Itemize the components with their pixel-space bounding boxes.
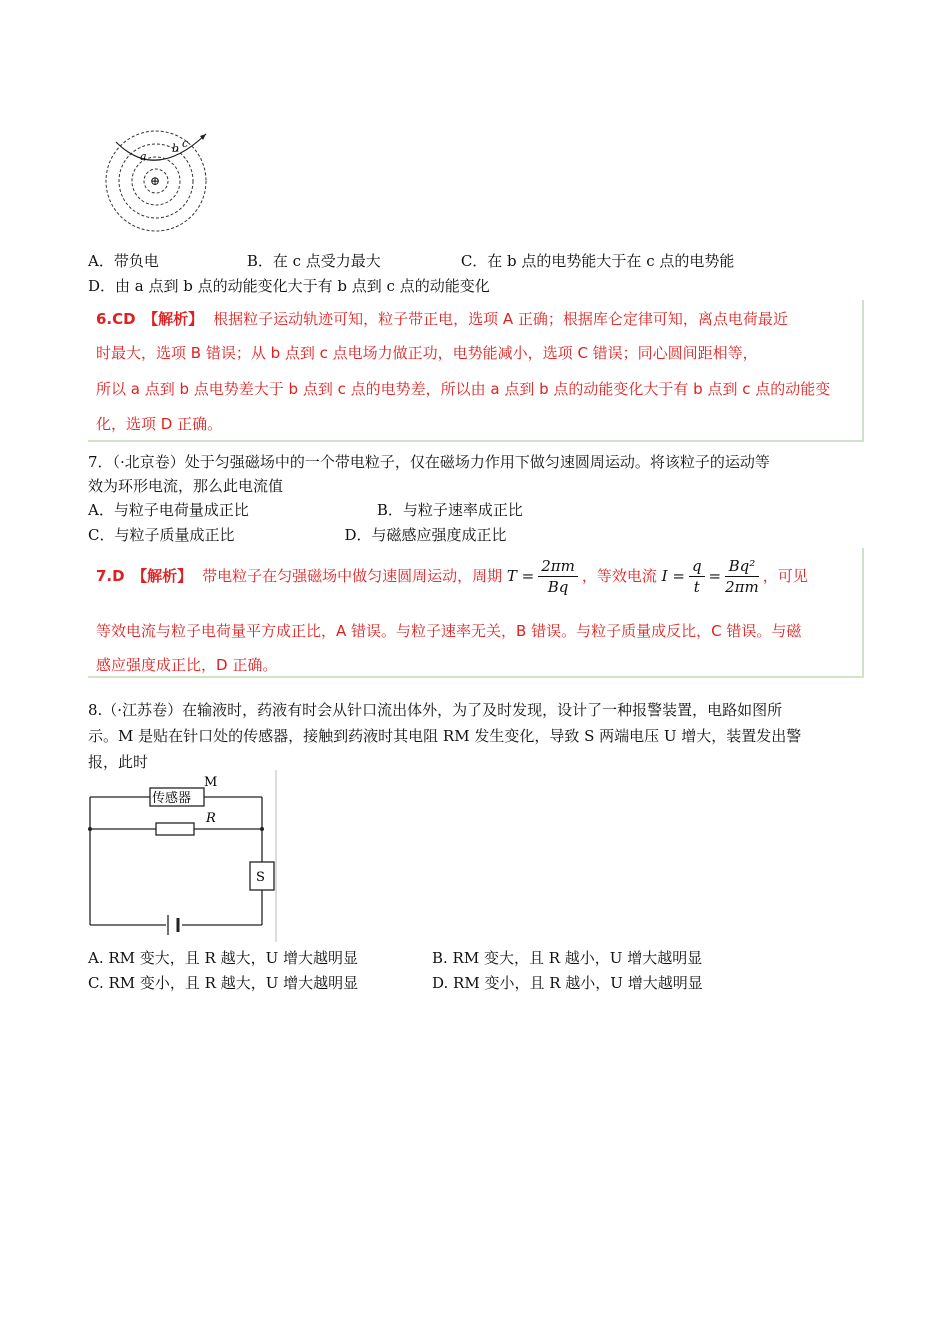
label-m: M bbox=[204, 775, 218, 790]
q6-option-a: A．带负电 bbox=[88, 252, 159, 270]
q7-stem-line2: 效为环形电流，那么此电流值 bbox=[88, 477, 284, 495]
q7-solution-text2: ，等效电流 bbox=[581, 567, 657, 585]
period-formula-lhs: T = bbox=[506, 567, 535, 585]
q7-option-d: D．与磁感应强度成正比 bbox=[344, 526, 507, 544]
equals-sign: = bbox=[708, 567, 722, 585]
q6-solution-box bbox=[88, 300, 864, 442]
q7-option-c: C．与粒子质量成正比 bbox=[88, 526, 235, 544]
q8-option-d: D. RM 变小，且 R 越小，U 增大越明显 bbox=[432, 974, 703, 992]
q8-stem-line3: 报，此时 bbox=[88, 753, 149, 771]
q7-solution-tag: 7.D 【解析】 bbox=[96, 567, 193, 585]
q6-option-d: D．由 a 点到 b 点的动能变化大于有 b 点到 c 点的动能变化 bbox=[88, 277, 490, 295]
current-fraction-1: $\frac{q}{t}$ bbox=[689, 556, 705, 597]
q7-stem bbox=[88, 450, 866, 498]
label-s: S bbox=[256, 870, 265, 885]
q6-solution-line2: 时最大，选项 B 错误；从 b 点到 c 点电场力做正功，电势能减小，选项 C 错误；同心圆间距相等， bbox=[96, 344, 758, 362]
q8-option-a: A. RM 变大，且 R 越大，U 增大越明显 bbox=[88, 949, 359, 967]
q8-options-row2 bbox=[88, 972, 703, 994]
q8-stem bbox=[88, 697, 866, 775]
label-b: b bbox=[172, 142, 180, 155]
q8-stem-line2: 示。M 是贴在针口处的传感器，接触到药液时其电阻 RM 发生变化，导致 S 两端电压 U 增大，装置发出警 bbox=[88, 727, 802, 745]
q7-option-b: B．与粒子速率成正比 bbox=[376, 501, 523, 519]
q8-circuit-figure bbox=[86, 770, 282, 942]
q7-solution-line3: 感应强度成正比，D 正确。 bbox=[96, 656, 278, 674]
q7-solution-text1: 带电粒子在匀强磁场中做匀速圆周运动，周期 bbox=[202, 567, 503, 585]
q6-option-b: B．在 c 点受力最大 bbox=[246, 252, 381, 270]
q6-solution-line4: 化，选项 D 正确。 bbox=[96, 415, 223, 433]
sensor-label: 传感器 bbox=[152, 791, 192, 806]
q7-stem-line1: 7．（·北京卷）处于匀强磁场中的一个带电粒子，仅在磁场力作用下做匀速圆周运动。将该粒子的运动等 bbox=[88, 453, 770, 471]
q7-solution-line2: 等效电流与粒子电荷量平方成正比，A 错误。与粒子速率无关，B 错误。与粒子质量成反比，C 错误。与磁 bbox=[96, 622, 802, 640]
q8-option-c: C. RM 变小，且 R 越大，U 增大越明显 bbox=[88, 974, 359, 992]
q8-option-b: B. RM 变大，且 R 越小，U 增大越明显 bbox=[432, 949, 703, 967]
q6-solution-line1: 根据粒子运动轨迹可知，粒子带正电，选项 A 正确；根据库仑定律可知，离点电荷最近 bbox=[213, 310, 788, 328]
label-r: R bbox=[206, 811, 216, 826]
q6-solution-line3: 所以 a 点到 b 点电势差大于 b 点到 c 点的电势差，所以由 a 点到 b 点的动能变化大于有 b 点到 c 点的动能变 bbox=[96, 380, 831, 398]
q7-option-a: A．与粒子电荷量成正比 bbox=[88, 501, 249, 519]
q6-option-c: C．在 b 点的电势能大于在 c 点的电势能 bbox=[460, 252, 735, 270]
current-formula-lhs: I = bbox=[661, 567, 685, 585]
q7-options-row1 bbox=[88, 499, 523, 521]
current-fraction-2: $\frac{\text{Bq²}}{2\pi m}$ bbox=[725, 557, 759, 596]
label-a: a bbox=[140, 150, 147, 163]
q7-solution-box bbox=[88, 548, 864, 678]
label-c: c bbox=[182, 137, 189, 150]
q8-stem-line1: 8.（·江苏卷）在输液时，药液有时会从针口流出体外，为了及时发现，设计了一种报警装置，电路如图所 bbox=[88, 701, 783, 719]
q7-options-row2 bbox=[88, 524, 507, 546]
charge-symbol: ⊕ bbox=[150, 174, 161, 188]
q6-field-figure bbox=[98, 124, 216, 236]
q7-solution-text3: ，可见 bbox=[762, 567, 808, 585]
period-fraction: $\frac{2\pi m}{Bq}$ bbox=[538, 556, 578, 597]
q6-solution-tag: 6.CD 【解析】 bbox=[96, 310, 204, 328]
q8-options-row1 bbox=[88, 947, 702, 969]
q6-options-row1 bbox=[88, 250, 734, 272]
